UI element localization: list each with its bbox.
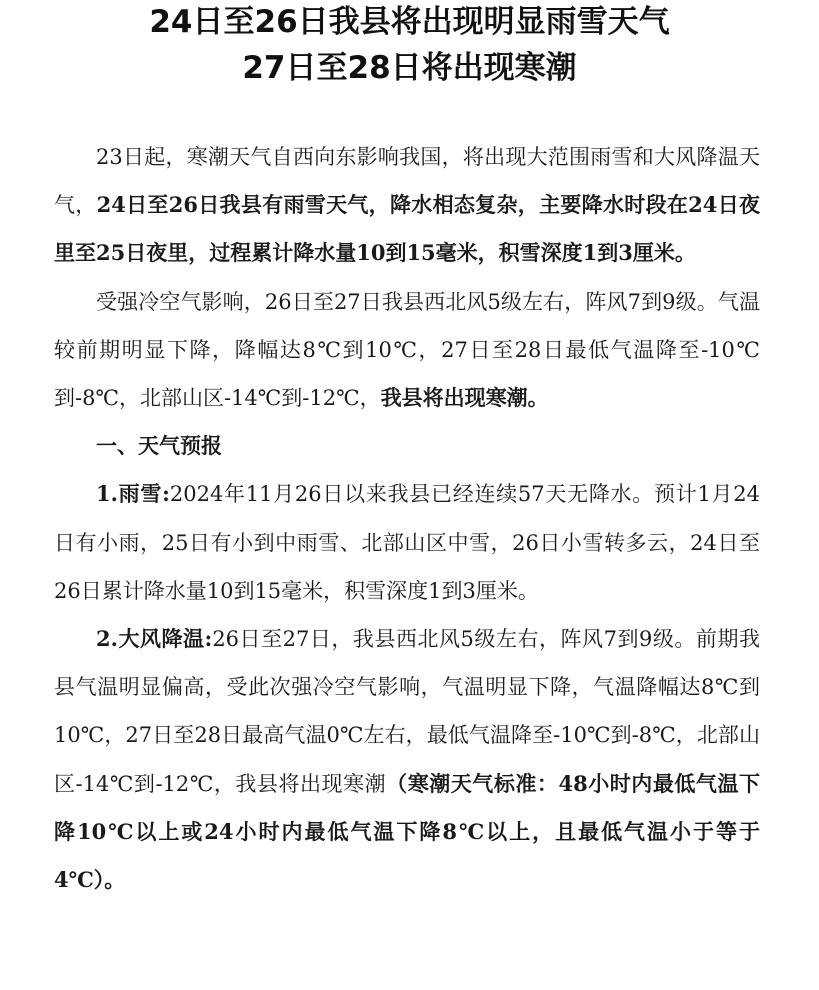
item-wind-cooling (54, 615, 760, 904)
document-title-line-2: 27日至28日将出现寒潮 (242, 50, 577, 86)
item-wind-cooling-text: 26日至27日，我县西北风5级左右，阵风7到9级。前期我县气温明显偏高，受此次强冷空气影响，气温明显下降，气温降幅达8℃到10℃，27日至28日最高气温0℃左右，最低气温降至-10℃到-8℃，北部山区-14℃到-12℃，我县将出现寒潮 (54, 627, 760, 796)
paragraph-cold-air-text: 受强冷空气影响，26日至27日我县西北风5级左右，阵风7到9级。气温较前期明显下降，降幅达8℃到10℃，27日至28日最低气温降至-10℃到-8℃，北部山区-14℃到-12℃， (54, 289, 760, 411)
document-body (54, 133, 760, 904)
item-rain-snow-label: 1.雨雪: (96, 481, 170, 507)
paragraph-cold-air-bold: 我县将出现寒潮。 (380, 385, 549, 411)
document-title-line-1: 24日至26日我县将出现明显雨雪天气 (149, 4, 670, 40)
paragraph-cold-air (54, 278, 760, 423)
section-heading-forecast: 一、天气预报 (96, 434, 222, 459)
item-wind-cooling-standard: （寒潮天气标准：48小时内最低气温下降10℃以上或24小时内最低气温下降8℃以上，且最低气温小于等于4℃）。 (54, 770, 760, 893)
item-rain-snow (54, 470, 760, 615)
item-wind-cooling-label: 2.大风降温: (96, 626, 213, 652)
item-rain-snow-text: 2024年11月26日以来我县已经连续57天无降水。预计1月24日有小雨，25日有小到中雨雪、北部山区中雪，26日小雪转多云，24日至26日累计降水量10到15毫米，积雪深度1到3厘米。 (54, 482, 760, 603)
paragraph-intro-bold: 24日至26日我县有雨雪天气，降水相态复杂，主要降水时段在24日夜里至25日夜里，过程累计降水量10到15毫米，积雪深度1到3厘米。 (54, 192, 761, 266)
paragraph-intro (54, 133, 760, 278)
paragraph-intro-text: 23日起，寒潮天气自西向东影响我国，将出现大范围雨雪和大风降温天气， (54, 145, 760, 218)
